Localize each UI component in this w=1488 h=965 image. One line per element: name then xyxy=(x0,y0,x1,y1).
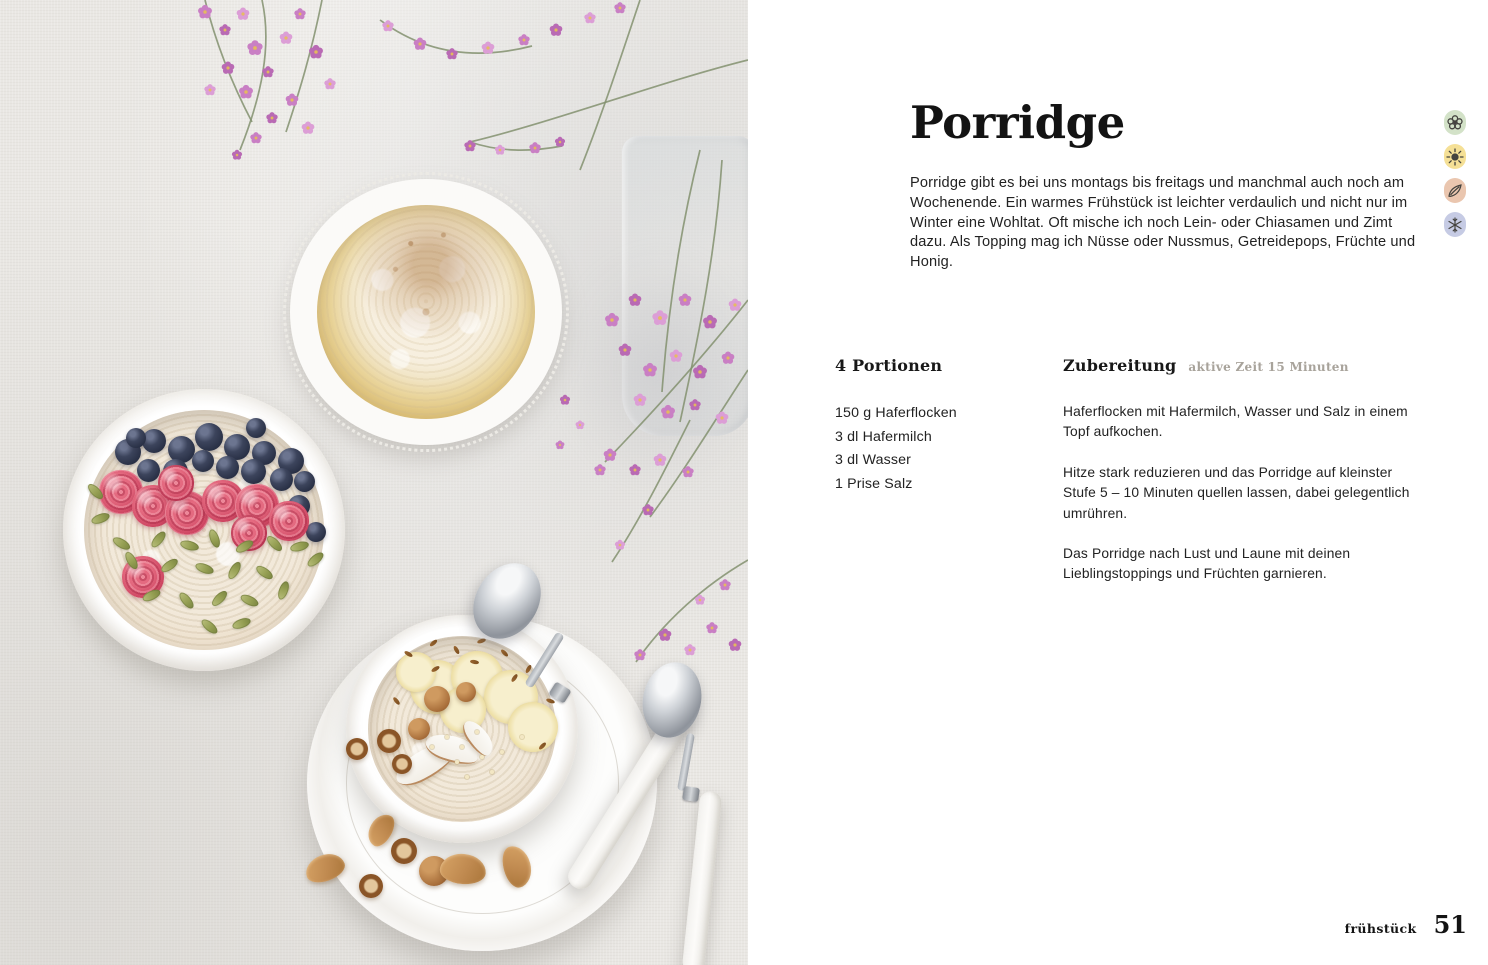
ingredient-list xyxy=(835,402,1045,496)
flower-blossom xyxy=(679,294,692,306)
hazelnut-half xyxy=(346,738,368,760)
flower-blossom xyxy=(414,38,427,50)
flower-blossom xyxy=(619,344,632,356)
ingredient-item: 1 Prise Salz xyxy=(835,475,913,492)
snowflake-icon xyxy=(1444,212,1466,237)
quinoa-pop xyxy=(460,745,464,749)
scalloped-plate xyxy=(290,179,562,445)
flower-stem xyxy=(470,142,562,150)
flower-stem xyxy=(650,370,748,517)
recipe-intro: Porridge gibt es bei uns montags bis freitags und manchmal auch noch am Wochenende. Ein warmes Frühstück ist leichter verdaulich und nicht nur im Winter eine Wohltat. Oft mische ich noch Lein- oder Chiasamen und Zimt dazu. Als Topping mag ich Nüsse oder Nussmus, Getreidepops, Früchte und Honig. xyxy=(910,175,1416,271)
quinoa-pop xyxy=(465,775,469,779)
flower-blossom xyxy=(556,440,565,449)
blueberry xyxy=(192,450,214,472)
flower-stem xyxy=(605,300,748,462)
flower-blossom xyxy=(529,142,540,153)
flower-stem xyxy=(286,0,322,132)
ingredient-item: 150 g Haferflocken xyxy=(835,405,957,421)
quinoa-pop xyxy=(455,760,459,764)
blueberry xyxy=(126,428,146,448)
flower-blossom xyxy=(604,449,617,461)
portions-heading: 4 Portionen xyxy=(835,356,943,375)
flower-blossom xyxy=(247,40,262,55)
spoon-handle xyxy=(682,790,723,965)
flower-blossom xyxy=(719,579,730,590)
preparation-heading-label: Zubereitung xyxy=(1063,356,1177,375)
raspberry xyxy=(158,465,194,501)
flower-stem xyxy=(470,60,748,142)
hazelnut-half xyxy=(377,729,401,753)
recipe-title: Porridge xyxy=(910,96,1125,149)
flower-stem xyxy=(680,160,722,422)
raspberry xyxy=(269,501,309,541)
flower-blossom xyxy=(594,464,605,475)
quinoa-pop xyxy=(475,730,479,734)
page-number: 51 xyxy=(1433,910,1467,939)
preparation-step: Das Porridge nach Lust und Laune mit deinen Lieblingstoppings und Früchten garnieren. xyxy=(1063,546,1351,582)
flower-blossom xyxy=(280,32,293,44)
flower-blossom xyxy=(237,8,250,20)
blueberry xyxy=(216,456,239,479)
flower-blossom xyxy=(652,310,667,325)
flower-blossom xyxy=(560,395,570,405)
spoon-band xyxy=(682,786,700,802)
ingredient-item: 3 dl Hafermilch xyxy=(835,428,932,445)
flower-blossom xyxy=(219,24,230,35)
porridge-with-honey xyxy=(317,205,535,419)
hazelnut xyxy=(408,718,430,740)
hazelnut xyxy=(424,686,450,712)
flower-blossom xyxy=(294,8,305,19)
hazelnut xyxy=(456,682,476,702)
preparation-step: Haferflocken mit Hafermilch, Wasser und Salz in einem Topf aufkochen. xyxy=(1063,404,1408,440)
flower-blossom xyxy=(670,350,683,362)
flower-blossom xyxy=(684,644,695,655)
blueberry xyxy=(142,429,166,453)
flower-blossom xyxy=(576,420,585,429)
flower-blossom xyxy=(661,405,675,419)
flower-blossom xyxy=(654,454,667,466)
page-footer xyxy=(1345,910,1467,939)
ingredients-column xyxy=(835,356,1045,496)
flower-blossom xyxy=(518,34,529,45)
flower-blossom xyxy=(232,150,242,160)
flower-blossom xyxy=(629,294,642,306)
preparation-heading xyxy=(1063,356,1415,375)
blueberry xyxy=(246,418,266,438)
flower-blossom xyxy=(615,540,625,550)
blueberry xyxy=(241,459,266,484)
flower-blossom xyxy=(642,504,653,515)
flower-blossom xyxy=(584,12,595,23)
flower-blossom xyxy=(614,2,625,13)
quinoa-pop xyxy=(480,755,484,759)
blueberry xyxy=(294,471,315,492)
leaf-icon xyxy=(1444,178,1466,203)
blueberry xyxy=(306,522,326,542)
flower-blossom xyxy=(605,313,619,327)
flower-blossom xyxy=(239,85,253,99)
flower-blossom xyxy=(722,352,735,364)
flower-blossom xyxy=(495,145,505,155)
flower-blossom xyxy=(204,84,215,95)
blueberry xyxy=(270,468,293,491)
hazelnut-half xyxy=(359,874,383,898)
flower-blossom xyxy=(250,132,261,143)
flower-stem xyxy=(380,20,532,53)
flower-blossom xyxy=(693,365,707,379)
season-icons xyxy=(1444,110,1466,237)
flower-blossom xyxy=(550,24,563,36)
flower-blossom xyxy=(729,299,742,311)
flower-blossom xyxy=(198,5,212,19)
preparation-step: Hitze stark reduzieren und das Porridge auf kleinster Stufe 5 – 10 Minuten quellen lassen, dabei gelegentlich umrühren. xyxy=(1063,464,1410,521)
flower-blossom xyxy=(324,78,335,89)
quinoa-pop xyxy=(430,745,434,749)
flower-blossom xyxy=(689,399,700,410)
blueberry xyxy=(195,423,223,451)
flower-blossom xyxy=(703,315,717,329)
hazelnut-half xyxy=(392,754,412,774)
flower-blossom xyxy=(706,622,717,633)
flower-blossom xyxy=(729,639,742,651)
ingredient-item: 3 dl Wasser xyxy=(835,452,912,468)
flower-blossom xyxy=(555,137,565,147)
flower-blossom xyxy=(222,62,235,74)
quinoa-pop xyxy=(520,735,524,739)
flower-blossom xyxy=(302,122,315,134)
banana-slice xyxy=(396,652,436,692)
quinoa-pop xyxy=(490,770,494,774)
flower-blossom xyxy=(482,42,495,54)
quinoa-pop xyxy=(445,735,449,739)
blueberry xyxy=(137,459,160,482)
flower-blossom xyxy=(716,412,729,424)
flower-blossom xyxy=(382,20,393,31)
flower-icon xyxy=(1444,110,1466,135)
quinoa-pop xyxy=(500,750,504,754)
banana-slice xyxy=(508,702,558,752)
hazelnut-half xyxy=(391,838,417,864)
flower-blossom xyxy=(643,363,657,377)
active-time-note: aktive Zeit 15 Minuten xyxy=(1188,360,1349,374)
flower-stem xyxy=(580,0,640,170)
preparation-column xyxy=(1063,356,1415,605)
recipe-page xyxy=(748,0,1488,965)
chapter-label: frühstück xyxy=(1344,921,1417,936)
flower-blossom xyxy=(629,464,640,475)
flower-blossom xyxy=(266,112,277,123)
flower-blossom xyxy=(286,94,299,106)
flower-blossom xyxy=(634,394,647,406)
flower-stem xyxy=(240,0,266,150)
sun-icon xyxy=(1444,144,1466,169)
